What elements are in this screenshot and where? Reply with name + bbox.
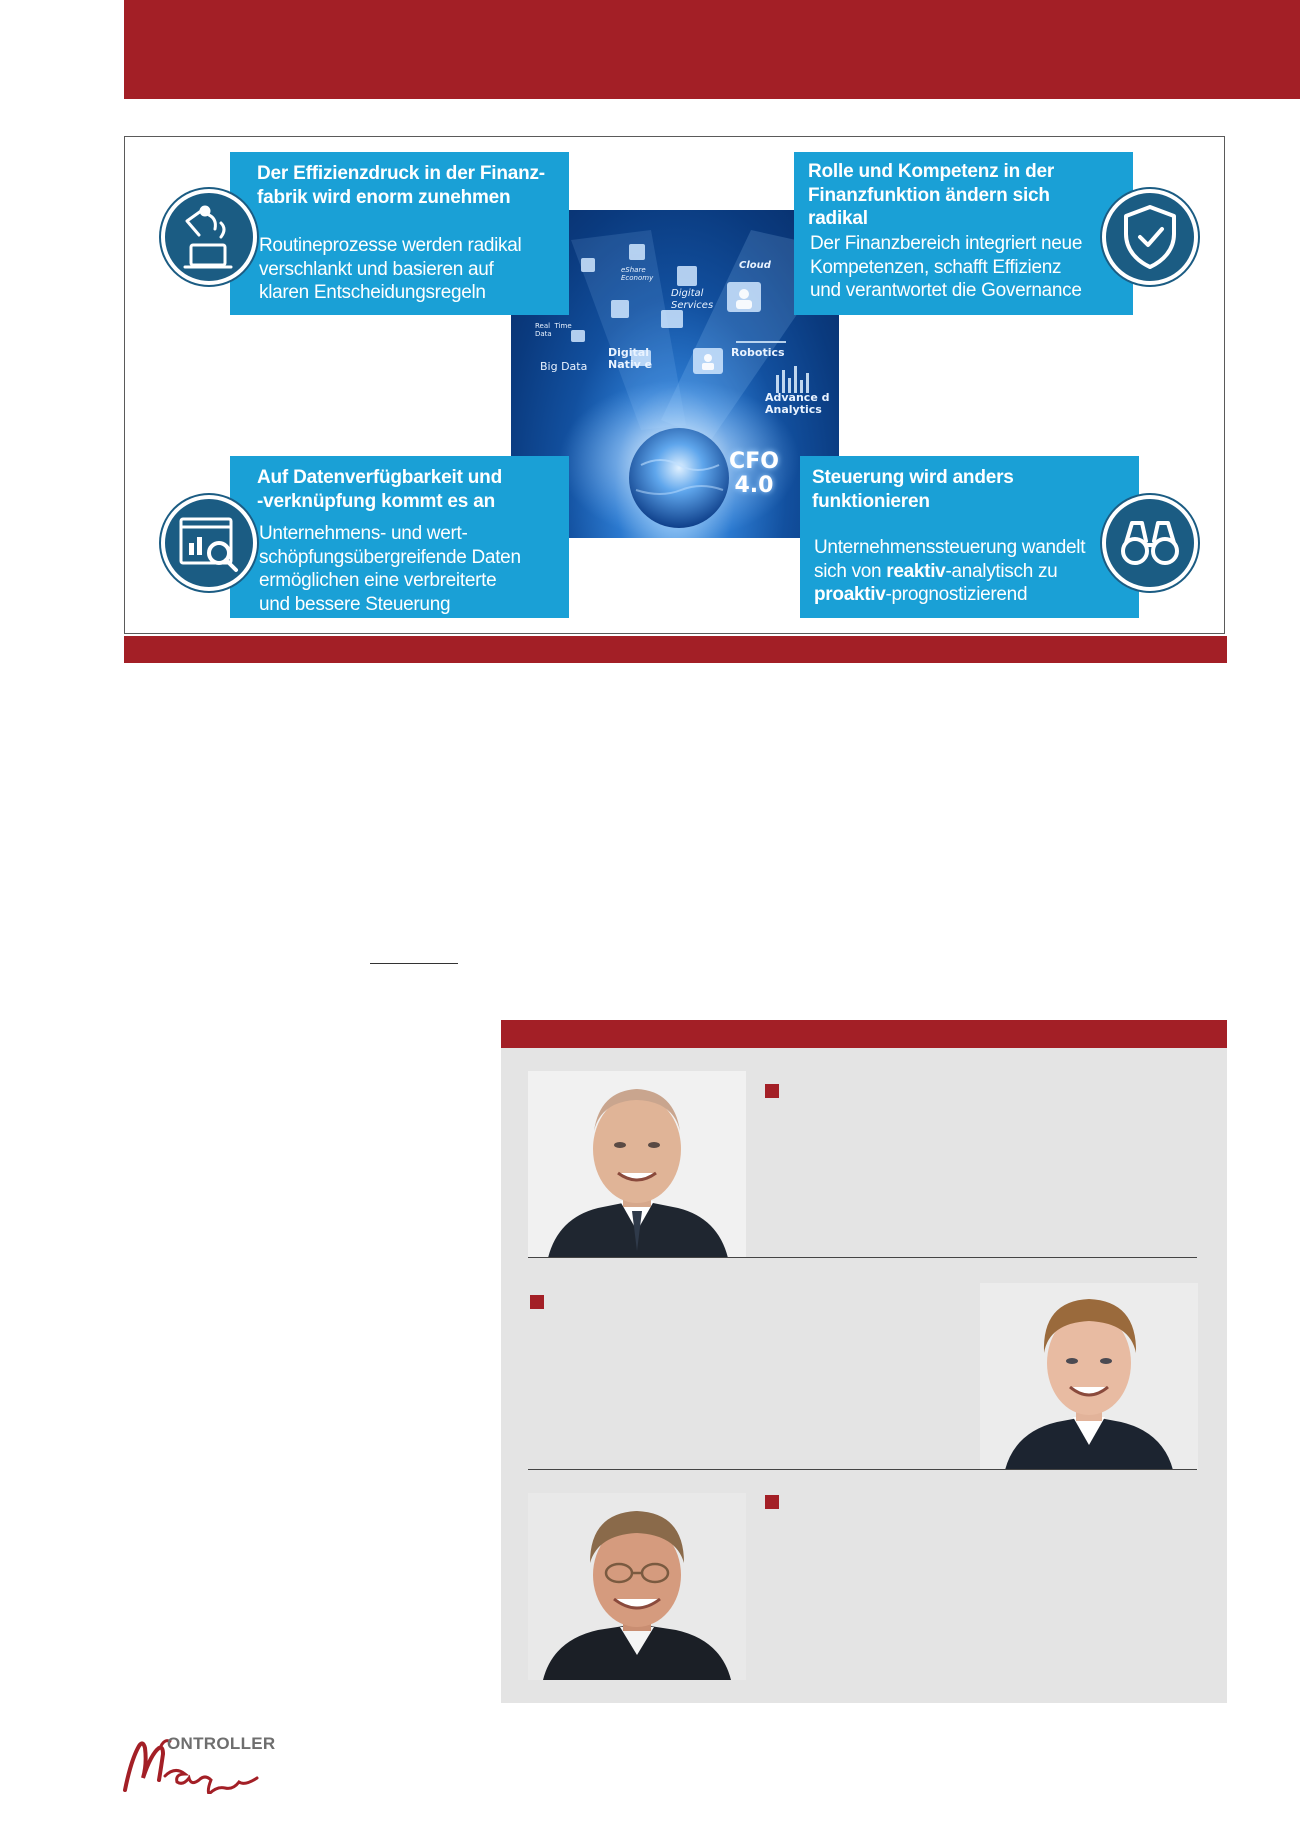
- box-steering-text: [814, 536, 1085, 607]
- box-role-title: Rolle und Kompetenz in der Finanzfunktion ändern sich radikal: [808, 161, 1055, 229]
- footnote-rule: [370, 963, 458, 964]
- box-efficiency-pressure: [230, 152, 569, 315]
- label-cfo-4-0: CFO 4.0: [729, 449, 779, 498]
- box-role-competence: [794, 152, 1133, 315]
- author-portrait-1: [528, 1071, 746, 1258]
- box-data-availability: [230, 456, 569, 618]
- box-data-title: Auf Datenverfügbarkeit und -verknüpfung kommt es an: [257, 467, 502, 512]
- label-eshare-economy: eShare Economy: [621, 266, 654, 282]
- label-advanced-analytics: Advance d Analytics: [765, 391, 830, 416]
- steering-text-part-3: -prognostizierend: [885, 584, 1028, 605]
- author-portrait-2: [980, 1283, 1198, 1470]
- figure-bottom-band: [124, 636, 1227, 663]
- author-1-bullet: [765, 1084, 779, 1098]
- author-divider-1: [528, 1257, 1197, 1258]
- label-big-data: Big Data: [540, 360, 588, 373]
- label-robotics: Robotics: [731, 346, 785, 359]
- box-data-text: Unternehmens- und wert- schöpfungsübergreifende Daten ermöglichen eine verbreiterte und bessere Steuerung: [259, 523, 521, 615]
- author-2-bullet: [530, 1295, 544, 1309]
- steering-text-part-1: Unternehmenssteuerung wandelt sich von: [814, 537, 1086, 582]
- chart-magnifier-icon: [161, 495, 257, 591]
- robot-laptop-icon: [161, 189, 257, 285]
- box-steering-title: Steuerung wird anders funktionieren: [812, 467, 1014, 512]
- steering-text-part-2: -analytisch zu: [945, 560, 1058, 582]
- label-real-time-data: Real Time Data: [535, 322, 572, 338]
- box-role-text: Der Finanzbereich integriert neue Kompetenzen, schafft Effizienz und verantwortet die Governance: [810, 233, 1083, 301]
- box-efficiency-text: Routineprozesse werden radikal verschlankt und basieren auf klaren Entscheidungsregeln: [259, 235, 522, 303]
- label-digital-native: Digital Nativ e: [608, 346, 653, 371]
- controller-magazin-logo: [121, 1732, 281, 1794]
- authors-header-band: [501, 1020, 1227, 1048]
- author-divider-2: [528, 1469, 1197, 1470]
- label-digital-services: Digital Services: [671, 288, 714, 311]
- steering-text-proaktiv: proaktiv: [814, 584, 886, 605]
- label-cloud: Cloud: [739, 260, 771, 271]
- box-steering: [800, 456, 1139, 618]
- top-red-band: [124, 0, 1300, 99]
- author-portrait-3: [528, 1493, 746, 1680]
- box-efficiency-title: Der Effizienzdruck in der Finanz- fabrik wird enorm zunehmen: [257, 163, 545, 208]
- shield-check-icon: [1102, 189, 1198, 285]
- author-3-bullet: [765, 1495, 779, 1509]
- steering-text-reaktiv: reaktiv: [886, 560, 946, 582]
- logo-wordmark: ONTROLLER: [167, 1734, 276, 1753]
- binoculars-icon: [1102, 495, 1198, 591]
